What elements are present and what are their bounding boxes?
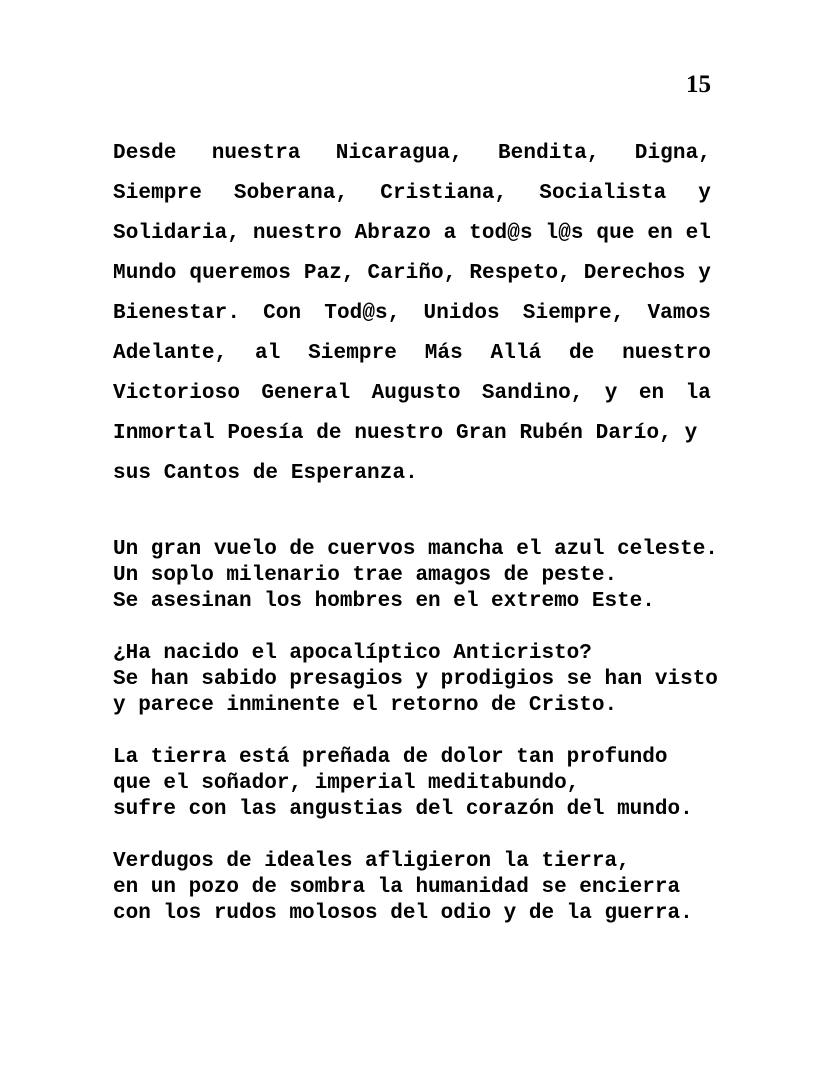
poem-stanza [113, 641, 773, 719]
poem-line: que el soñador, imperial meditabundo, [113, 772, 580, 795]
letter-text-block [113, 134, 711, 494]
poem-line: con los rudos molosos del odio y de la guerra. [113, 902, 693, 925]
poem-stanza [113, 745, 773, 823]
poem-stanza [113, 849, 773, 927]
poem-line: Un gran vuelo de cuervos mancha el azul celeste. [113, 538, 718, 561]
poem-line: ¿Ha nacido el apocalíptico Anticristo? [113, 642, 592, 665]
letter-paragraph-body: Desde nuestra Nicaragua, Bendita, Digna, Siempre Soberana, Cristiana, Socialista y Solidaria, nuestro Abrazo a tod@s l@s que en el Mundo queremos Paz, Cariño, Respeto, Derechos y Bienestar. Con Tod@s, Unidos Siempre, Vamos Adelante, al Siempre Más Allá de nuestro Victorioso General Augusto Sandino, y en la Inmortal Poesía de nuestro Gran Rubén Darío, y [113, 142, 711, 445]
poem-line: y parece inminente el retorno de Cristo. [113, 694, 618, 717]
letter-paragraph-last-line: sus Cantos de Esperanza. [113, 462, 418, 485]
poem-line: La tierra está preñada de dolor tan profundo [113, 746, 668, 769]
letter-paragraph [113, 134, 711, 494]
poem-line: sufre con las angustias del corazón del mundo. [113, 798, 693, 821]
page-number: 15 [686, 71, 711, 98]
poem-stanza [113, 537, 773, 615]
poem-line: en un pozo de sombra la humanidad se encierra [113, 876, 681, 899]
poem-line: Se han sabido presagios y prodigios se han visto [113, 668, 718, 691]
poem-line: Verdugos de ideales afligieron la tierra, [113, 850, 630, 873]
poem-line: Un soplo milenario trae amagos de peste. [113, 564, 618, 587]
poem-stanzas [113, 537, 773, 927]
poem-line: Se asesinan los hombres en el extremo Este. [113, 590, 655, 613]
poem-block [113, 537, 773, 927]
